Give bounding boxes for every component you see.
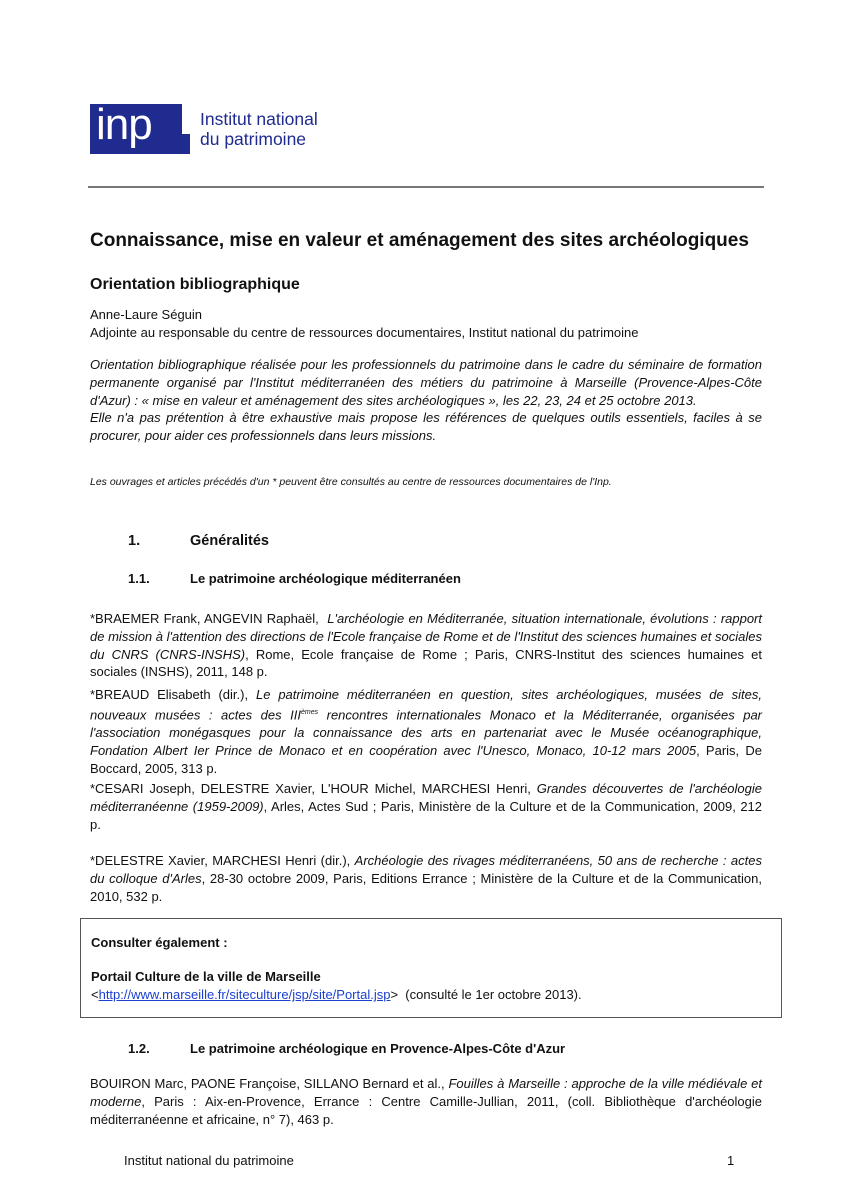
reference-authors: *CESARI Joseph, DELESTRE Xavier, L'HOUR Michel, MARCHESI Henri, xyxy=(90,781,531,796)
reference-superscript: èmes xyxy=(300,708,319,716)
reference-title: L'archéologie en Méditerranée, situation internationale, évolutions : rapport de mission à l'attention des directions de l'Ecole française de Rome et de l'Institut des sciences humaines et sociales du CNRS (CNRS-INSHS) xyxy=(90,611,763,662)
reference-item xyxy=(90,686,762,777)
reference-item xyxy=(90,852,762,905)
reference-item xyxy=(90,610,762,681)
url-open-bracket: < xyxy=(91,987,99,1002)
portal-link[interactable]: http://www.marseille.fr/siteculture/jsp/site/Portal.jsp xyxy=(98,987,391,1002)
reference-authors: BOUIRON Marc, PAONE Françoise, SILLANO Bernard et al., xyxy=(90,1076,445,1091)
subsection-title: Le patrimoine archéologique méditerranéen xyxy=(190,571,461,586)
logo-mark xyxy=(90,100,182,154)
reference-authors: *DELESTRE Xavier, MARCHESI Henri (dir.), xyxy=(90,853,351,868)
logo-notch xyxy=(182,134,190,154)
subsection-number: 1.2. xyxy=(128,1041,150,1056)
reference-publication: , Paris : Aix-en-Provence, Errance : Centre Camille-Jullian, 2011, (coll. Bibliothèque d'archéologie méditerranéenne et africaine, n° 7), 463 p. xyxy=(90,1093,762,1127)
url-close-bracket: > xyxy=(390,987,399,1002)
reference-item xyxy=(90,780,762,833)
intro-paragraph-1: Orientation bibliographique réalisée pour les professionnels du patrimoine dans le cadre du séminaire de formation permanente organisé par l'Institut méditerranéen des métiers du patrimoine à Marseille (Provence-Alpes-Côte d'Azur) : « mise en valeur et aménagement des sites archéologiques », les 22, 23, 24 et 25 octobre 2013. xyxy=(90,357,762,408)
logo-mark-text: inp xyxy=(96,100,152,149)
asterisk-note: Les ouvrages et articles précédés d'un * peuvent être consultés au centre de ressources documentaires de l'Inp. xyxy=(90,476,612,488)
consulted-date: (consulté le 1er octobre 2013). xyxy=(398,987,582,1002)
logo-text-line2: du patrimoine xyxy=(200,129,307,149)
author-role: Adjointe au responsable du centre de ressources documentaires, Institut national du patrimoine xyxy=(90,325,639,340)
subsection-heading-1-1 xyxy=(128,571,461,586)
reference-title: Grandes découvertes de l'archéologie méditerranéenne (1959-2009) xyxy=(90,781,763,814)
logo-text xyxy=(200,109,318,149)
reference-authors: *BREAUD Elisabeth (dir.), xyxy=(90,687,249,702)
header-divider xyxy=(88,186,764,188)
page-number: 1 xyxy=(727,1153,735,1168)
reference-publication: , 28-30 octobre 2009, Paris, Editions Errance ; Ministère de la Culture et de la Communication, 2010, 532 p. xyxy=(90,870,762,904)
see-also-box xyxy=(80,918,782,1018)
reference-authors: *BRAEMER Frank, ANGEVIN Raphaël, xyxy=(90,611,319,626)
reference-title: Le patrimoine méditerranéen en question, sites archéologiques, musées de sites, nouveaux musées : actes des III xyxy=(90,687,762,723)
subsection-number: 1.1. xyxy=(128,571,150,586)
reference-title: Fouilles à Marseille : approche de la ville médiévale et moderne xyxy=(90,1076,762,1109)
section-heading-1 xyxy=(128,533,269,549)
introduction xyxy=(90,356,762,445)
document-subtitle: Orientation bibliographique xyxy=(90,276,300,293)
subsection-heading-1-2 xyxy=(128,1041,565,1056)
see-also-link-title: Portail Culture de la ville de Marseille xyxy=(91,969,321,984)
logo-text-line1: Institut national xyxy=(200,109,318,129)
intro-paragraph-2: Elle n'a pas prétention à être exhaustive mais propose les références de quelques outils essentiels, faciles à se procurer, pour aider ces professionnels dans leurs missions. xyxy=(90,410,762,444)
see-also-heading: Consulter également : xyxy=(91,935,228,950)
reference-publication: , Arles, Actes Sud ; Paris, Ministère de la Culture et de la Communication, 2009, 212 p. xyxy=(90,798,763,832)
reference-publication: , Paris, De Boccard, 2005, 313 p. xyxy=(90,742,762,776)
reference-publication: , Rome, Ecole française de Rome ; Paris, CNRS-Institut des sciences humaines et sociales (INSHS), 2011, 148 p. xyxy=(90,646,762,680)
author-name: Anne-Laure Séguin xyxy=(90,307,203,322)
reference-title-cont: rencontres internationales Monaco et la Méditerranée, organisées par l'association monégasques pour la connaissance des arts en partenariat avec le Musée océanographique, Fondation Albert Ier Prince de Monaco et en coopération avec l'Unesco, Monaco, 10-12 mars 2005 xyxy=(90,707,763,758)
document-title: Connaissance, mise en valeur et aménagement des sites archéologiques xyxy=(90,230,749,251)
footer-institution: Institut national du patrimoine xyxy=(124,1153,294,1168)
reference-item xyxy=(90,1075,762,1128)
inp-logo xyxy=(90,100,318,154)
reference-title: Archéologie des rivages méditerranéens, 50 ans de recherche : actes du colloque d'Arles xyxy=(90,853,762,886)
section-title: Généralités xyxy=(190,533,269,549)
see-also-url-line xyxy=(91,987,582,1002)
section-number: 1. xyxy=(128,533,141,549)
subsection-title: Le patrimoine archéologique en Provence-Alpes-Côte d'Azur xyxy=(190,1041,566,1056)
